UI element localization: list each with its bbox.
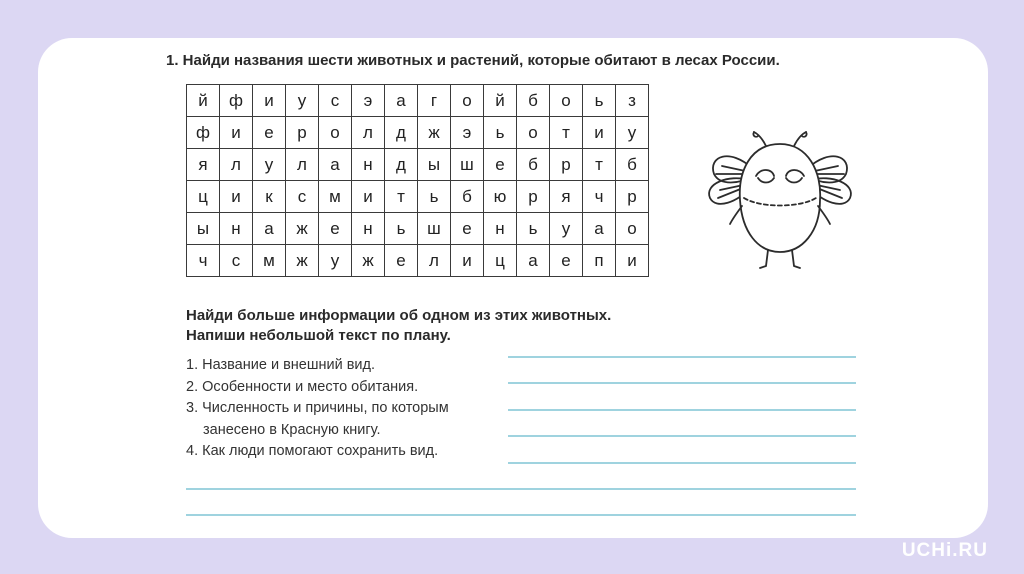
grid-cell[interactable]: и <box>616 245 649 277</box>
task-title: 1. Найди названия шести животных и растений, которые обитают в лесах России. <box>166 52 780 69</box>
grid-cell[interactable]: е <box>319 213 352 245</box>
grid-cell[interactable]: е <box>385 245 418 277</box>
brand-logo: UCHi.RU <box>901 540 988 561</box>
grid-cell[interactable]: ч <box>187 245 220 277</box>
plan-item: 1. Название и внешний вид. <box>186 357 376 373</box>
grid-cell[interactable]: и <box>253 85 286 117</box>
grid-cell[interactable]: й <box>484 85 517 117</box>
grid-cell[interactable]: и <box>220 117 253 149</box>
plan-item: 3. Численность и причины, по которым <box>186 400 449 416</box>
grid-cell[interactable]: ж <box>286 245 319 277</box>
cartoon-bug-illustration <box>700 128 860 278</box>
grid-cell[interactable]: ж <box>418 117 451 149</box>
grid-cell[interactable]: ж <box>286 213 319 245</box>
grid-cell[interactable]: с <box>319 85 352 117</box>
plan-list <box>186 355 449 463</box>
grid-row <box>187 85 649 117</box>
grid-cell[interactable]: и <box>220 181 253 213</box>
grid-cell[interactable]: у <box>286 85 319 117</box>
grid-cell[interactable]: е <box>550 245 583 277</box>
grid-cell[interactable]: г <box>418 85 451 117</box>
grid-cell[interactable]: о <box>550 85 583 117</box>
grid-cell[interactable]: ж <box>352 245 385 277</box>
grid-cell[interactable]: л <box>352 117 385 149</box>
grid-cell[interactable]: б <box>517 149 550 181</box>
grid-cell[interactable]: д <box>385 117 418 149</box>
grid-cell[interactable]: ф <box>220 85 253 117</box>
grid-cell[interactable]: н <box>352 149 385 181</box>
grid-cell[interactable]: э <box>451 117 484 149</box>
grid-cell[interactable]: м <box>319 181 352 213</box>
grid-cell[interactable]: и <box>583 117 616 149</box>
grid-cell[interactable]: ц <box>187 181 220 213</box>
grid-cell[interactable]: к <box>253 181 286 213</box>
grid-row <box>187 181 649 213</box>
grid-cell[interactable]: т <box>385 181 418 213</box>
grid-cell[interactable]: р <box>517 181 550 213</box>
grid-row <box>187 117 649 149</box>
grid-cell[interactable]: л <box>418 245 451 277</box>
grid-cell[interactable]: з <box>616 85 649 117</box>
grid-cell[interactable]: б <box>616 149 649 181</box>
grid-cell[interactable]: м <box>253 245 286 277</box>
grid-cell[interactable]: р <box>616 181 649 213</box>
grid-cell[interactable]: н <box>352 213 385 245</box>
grid-cell[interactable]: а <box>583 213 616 245</box>
grid-row <box>187 149 649 181</box>
grid-cell[interactable]: л <box>220 149 253 181</box>
writing-line[interactable] <box>508 462 856 464</box>
grid-cell[interactable]: а <box>517 245 550 277</box>
grid-cell[interactable]: э <box>352 85 385 117</box>
grid-cell[interactable]: н <box>220 213 253 245</box>
grid-cell[interactable]: б <box>451 181 484 213</box>
grid-cell[interactable]: р <box>550 149 583 181</box>
grid-cell[interactable]: ш <box>451 149 484 181</box>
word-search-grid <box>186 84 649 277</box>
subtask-heading <box>186 306 611 346</box>
grid-cell[interactable]: о <box>517 117 550 149</box>
grid-cell[interactable]: л <box>286 149 319 181</box>
subtask-line-1: Найди больше информации об одном из этих животных. <box>186 307 612 324</box>
grid-cell[interactable]: о <box>616 213 649 245</box>
grid-cell[interactable]: у <box>319 245 352 277</box>
writing-line[interactable] <box>508 409 856 411</box>
grid-cell[interactable]: и <box>352 181 385 213</box>
writing-line[interactable] <box>508 382 856 384</box>
grid-cell[interactable]: б <box>517 85 550 117</box>
grid-cell[interactable]: ы <box>187 213 220 245</box>
writing-line[interactable] <box>508 356 856 358</box>
plan-item: занесено в Красную книгу. <box>203 421 381 438</box>
grid-cell[interactable]: ь <box>484 117 517 149</box>
grid-cell[interactable]: т <box>550 117 583 149</box>
grid-cell[interactable]: с <box>286 181 319 213</box>
writing-line[interactable] <box>508 435 856 437</box>
grid-cell[interactable]: ф <box>187 117 220 149</box>
grid-cell[interactable]: ы <box>418 149 451 181</box>
subtask-line-2: Напиши небольшой текст по плану. <box>186 327 451 344</box>
grid-cell[interactable]: ч <box>583 181 616 213</box>
grid-cell[interactable]: о <box>451 85 484 117</box>
grid-cell[interactable]: ц <box>484 245 517 277</box>
grid-cell[interactable]: е <box>484 149 517 181</box>
grid-cell[interactable]: а <box>319 149 352 181</box>
grid-cell[interactable]: а <box>385 85 418 117</box>
grid-cell[interactable]: ь <box>583 85 616 117</box>
grid-cell[interactable]: я <box>187 149 220 181</box>
grid-row <box>187 213 649 245</box>
grid-cell[interactable]: я <box>550 181 583 213</box>
grid-cell[interactable]: у <box>616 117 649 149</box>
grid-cell[interactable]: д <box>385 149 418 181</box>
grid-cell[interactable]: о <box>319 117 352 149</box>
grid-cell[interactable]: у <box>550 213 583 245</box>
grid-cell[interactable]: е <box>253 117 286 149</box>
grid-cell[interactable]: у <box>253 149 286 181</box>
grid-cell[interactable]: с <box>220 245 253 277</box>
plan-item: 4. Как люди помогают сохранить вид. <box>186 443 439 459</box>
grid-row <box>187 245 649 277</box>
grid-cell[interactable]: ь <box>517 213 550 245</box>
grid-cell[interactable]: а <box>253 213 286 245</box>
grid-cell[interactable]: ь <box>418 181 451 213</box>
grid-cell[interactable]: ш <box>418 213 451 245</box>
grid-cell[interactable]: ь <box>385 213 418 245</box>
plan-item: 2. Особенности и место обитания. <box>186 378 419 395</box>
grid-cell[interactable]: й <box>187 85 220 117</box>
grid-cell[interactable]: ю <box>484 181 517 213</box>
grid-cell[interactable]: п <box>583 245 616 277</box>
writing-line[interactable] <box>186 514 856 516</box>
grid-cell[interactable]: р <box>286 117 319 149</box>
writing-line[interactable] <box>186 488 856 490</box>
grid-cell[interactable]: н <box>484 213 517 245</box>
grid-cell[interactable]: и <box>451 245 484 277</box>
grid-cell[interactable]: т <box>583 149 616 181</box>
grid-cell[interactable]: е <box>451 213 484 245</box>
